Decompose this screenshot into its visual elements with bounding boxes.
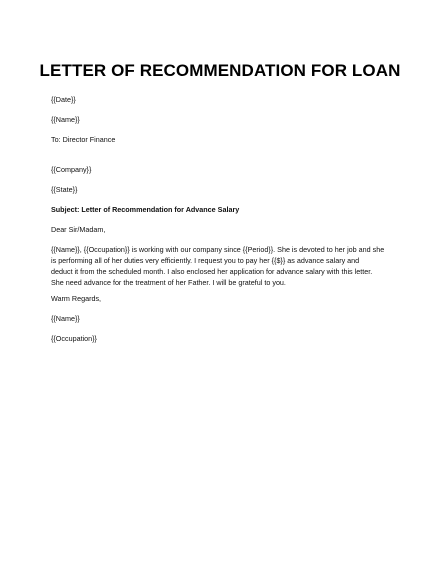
company-placeholder: {{Company}} <box>51 165 92 174</box>
letter-title: LETTER OF RECOMMENDATION FOR LOAN <box>39 61 401 80</box>
signature-name: {{Name}} <box>51 314 80 323</box>
signature-occupation: {{Occupation}} <box>51 334 97 343</box>
body-line-4: She need advance for the treatment of her Father. I will be grateful to you. <box>51 278 286 287</box>
letter-body <box>51 244 391 288</box>
date-placeholder: {{Date}} <box>51 95 76 104</box>
body-line-1: {{Name}}, {{Occupation}} is working with our company since {{Period}}. She is devoted to her job and she <box>51 245 385 254</box>
subject-line: Subject: Letter of Recommendation for Advance Salary <box>51 205 240 214</box>
salutation: Dear Sir/Madam, <box>51 225 106 234</box>
closing: Warm Regards, <box>51 294 102 303</box>
recipient-line: To: Director Finance <box>51 135 116 144</box>
body-line-3: deduct it from the scheduled month. I also enclosed her application for advance salary with this letter. <box>51 267 373 276</box>
body-line-2: is performing all of her duties very efficiently. I request you to pay her {{$}} as advance salary and <box>51 256 360 265</box>
recipient-name-placeholder: {{Name}} <box>51 115 80 124</box>
state-placeholder: {{State}} <box>51 185 78 194</box>
